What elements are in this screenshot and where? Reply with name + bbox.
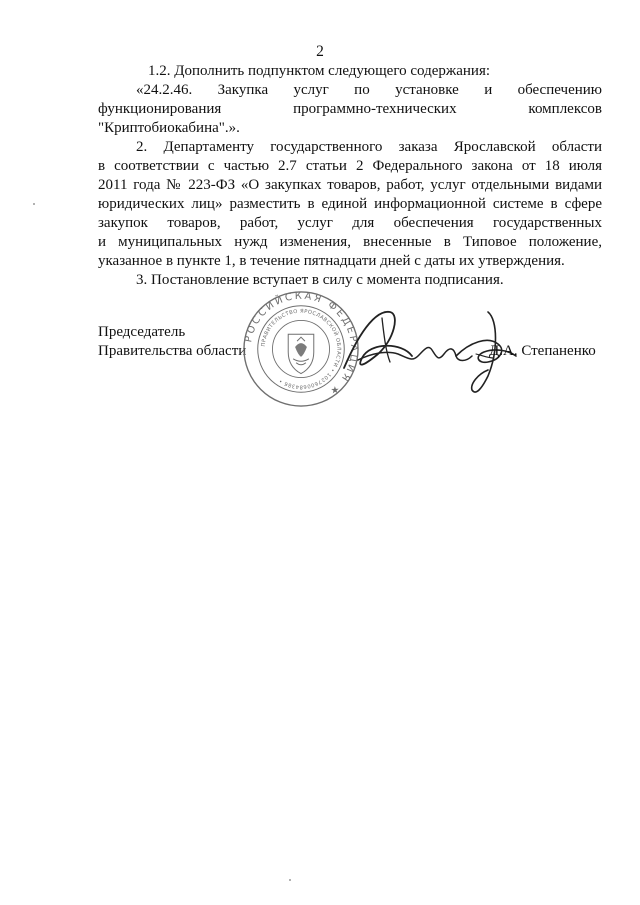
paragraph-2-line-2: функционирования программно-технических комплексов bbox=[98, 101, 602, 117]
signatory-name: Д.А. Степаненко bbox=[489, 343, 596, 359]
paragraph-3-line-4: юридических лиц» разместить в единой информационной системе в сфере bbox=[98, 196, 602, 212]
svg-text:ПРАВИТЕЛЬСТВО ЯРОСЛАВСКОЙ ОБЛА: ПРАВИТЕЛЬСТВО ЯРОСЛАВСКОЙ ОБЛАСТИ • 1027600684386 • bbox=[260, 308, 342, 390]
svg-text:РОССИЙСКАЯ ФЕДЕРАЦИЯ ★: РОССИЙСКАЯ ФЕДЕРАЦИЯ ★ bbox=[243, 290, 360, 399]
paragraph-3-line-1: 2. Департаменту государственного заказа Ярославской области bbox=[136, 139, 602, 155]
page-number: 2 bbox=[316, 43, 324, 60]
paragraph-3-line-3: 2011 года № 223-ФЗ «О закупках товаров, работ, услуг отдельными видами bbox=[98, 177, 602, 193]
signatory-title-line-1: Председатель bbox=[98, 324, 186, 340]
signatory-title-line-2: Правительства области bbox=[98, 343, 247, 359]
scan-speck bbox=[33, 203, 35, 205]
paragraph-1-line-1: 1.2. Дополнить подпунктом следующего содержания: bbox=[148, 63, 491, 79]
paragraph-3-line-6: и муниципальных нужд изменения, внесенные в Типовое положение, bbox=[98, 234, 602, 250]
paragraph-3-line-5: закупок товаров, работ, услуг для обеспечения государственных bbox=[98, 215, 602, 231]
paragraph-2-line-3: "Криптобиокабина".». bbox=[98, 120, 240, 136]
paragraph-4-line-1: 3. Постановление вступает в силу с момента подписания. bbox=[136, 272, 504, 288]
coat-of-arms-emblem bbox=[288, 334, 314, 373]
paragraph-3-line-2: в соответствии с частью 2.7 статьи 2 Федерального закона от 18 июля bbox=[98, 158, 602, 174]
paragraph-3-line-7: указанное в пункте 1, в течение пятнадцати дней с даты их утверждения. bbox=[98, 253, 565, 269]
paragraph-2-line-1: «24.2.46. Закупка услуг по установке и обеспечению bbox=[136, 82, 602, 98]
scan-speck bbox=[289, 879, 291, 881]
